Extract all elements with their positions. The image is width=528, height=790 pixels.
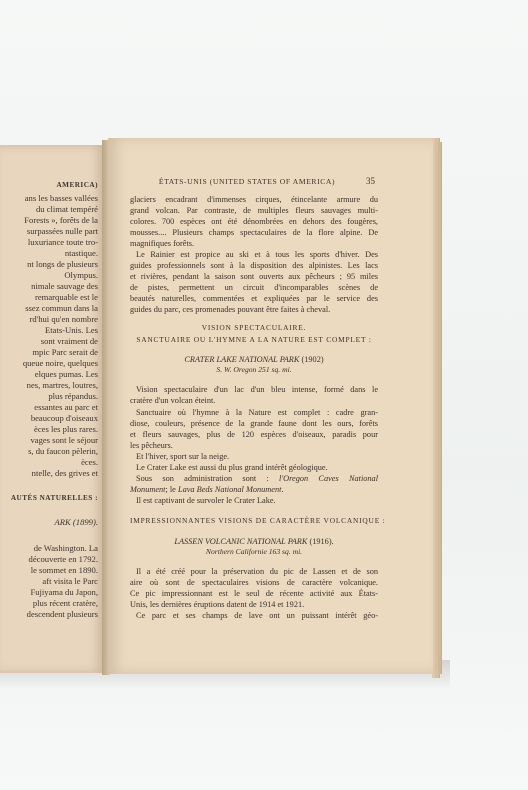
text-line: de pistes, permettent un circuit d'incomparables scènes de [130,283,378,292]
left-page-line: ntelle, des grives et [31,468,98,478]
text-line: les pêcheurs. [130,441,173,450]
left-page-line: découverte en 1792. [28,554,98,564]
left-page-line: ARK (1899). [54,517,98,527]
section-heading: SANCTUAIRE OU L'HYMNE A LA NATURE EST COMPLET : [136,335,372,344]
left-page-line: du climat tempéré [35,204,98,214]
left-page-line: queue noire, quelques [22,358,98,368]
left-page-line: Etats-Unis. Les [45,325,98,335]
text-line: magnifiques forêts. [130,239,195,248]
left-page-line: de Washington. La [33,543,98,553]
text-line: grand volcan. Par contraste, de multiples fleurs sauvages multi- [130,206,378,215]
left-page-line: mpic Parc serait de [32,347,98,357]
text-span: Lava Beds National Monument [177,485,282,494]
text-line: aire où sont de spectaculaires visions de caractère volcanique. [130,578,378,587]
left-page-line: Olympus. [64,270,98,280]
left-page-line: ans les basses vallées [24,193,98,203]
left-page-line: èces. [81,457,98,467]
text-span: . [281,485,284,494]
left-page-line: ntastique. [64,248,98,258]
text-line: Sanctuaire où l'hymne à la Nature est complet : cadre gran- [136,408,378,417]
left-page-line: AUTÉS NATURELLES : [10,494,98,502]
text-line: guides professionnels sont à la disposition des alpinistes. Les lacs [130,261,378,270]
text-span: Monument [130,485,166,494]
page-number: 35 [366,176,375,186]
text-span: l'Oregon Caves National [279,474,379,483]
text-line: cratère d'un volcan éteint. [130,396,216,405]
page-edge [438,142,442,674]
left-page-line: s, du faucon pèlerin, [28,446,98,456]
park-year: (1902) [301,355,324,364]
left-page-line: beaucoup d'oiseaux [30,413,98,423]
text-line: et fleurs sauvages, plus de 120 espèces d'oiseaux, paradis pour [130,430,378,439]
left-page-line: vages sont le séjour [30,435,98,445]
text-line: Le Rainier est propice au ski et à tous les sports d'hiver. Des [136,250,378,259]
left-page-line: le sommet en 1890. [30,565,98,575]
text-line: diose, couleurs, présence de la grande faune dont les ours, forêts [130,419,378,428]
text-line: guides du parc, ces promenades pouvant être faites à cheval. [130,305,331,314]
text-line: Il est captivant de survoler le Crater Lake. [136,496,276,505]
park-name: CRATER LAKE NATIONAL PARK [184,355,300,364]
left-page [0,145,104,673]
left-page-line: aft visita le Parc [42,576,98,586]
left-page-line: Forests », forêts de la [24,215,98,225]
text-line: Il a été créé pour la préservation du pic de Lassen et de son [136,567,378,576]
text-line [130,484,378,495]
left-page-line: plus répandus. [48,391,98,401]
left-page-line: essantes au parc et [34,402,98,412]
right-page [108,138,433,674]
left-page-line: remarquable est le [35,292,98,302]
park-year: (1916). [309,537,334,546]
text-line: colores. 700 espèces ont été dénombrées en dehors des fougères, [130,217,378,226]
left-page-line: descendent plusieurs [26,609,98,619]
park-name: LASSEN VOLCANIC NATIONAL PARK [174,537,308,546]
text-line: Et l'hiver, sport sur la neige. [136,452,230,461]
left-page-line: surpassées nulle part [26,226,98,236]
park-location: S. W. Oregon 251 sq. mi. [216,365,292,374]
text-span: Sous son administration sont : [136,474,269,483]
text-line: et rivières, pendant la saison sont ouverts aux pêcheurs ; 95 miles [130,272,378,281]
left-page-line: AMERICA) [56,181,98,189]
text-span: ; le [165,485,176,494]
text-line: Ce parc et ses champs de lave ont un puissant intérêt géo- [136,611,378,620]
left-page-line: nimale sauvage des [31,281,98,291]
left-page-line: rd'hui qu'en nombre [29,314,98,324]
left-page-line: Fujiyama du Japon, [30,587,98,597]
text-line: Le Crater Lake est aussi du plus grand intérêt géologique. [136,463,328,472]
text-line: beautés naturelles, commentées et expliquées par le service des [130,294,378,303]
text-line: Unis, les dernières éruptions datent de 1914 et 1921. [130,600,305,609]
running-head: ÉTATS-UNIS (UNITED STATES OF AMERICA) [158,177,336,186]
left-page-line: nes, martres, loutres, [26,380,98,390]
left-page-line: sont vraiment de [40,336,98,346]
text-line: Vision spectaculaire d'un lac d'un bleu intense, formé dans le [136,385,378,394]
left-page-line: elques pumas. Les [34,369,98,379]
text-line: glaciers encadrant d'immenses cirques, étincelante armure du [130,195,378,204]
left-page-line: luxuriance toute tro- [27,237,98,247]
left-page-line: èces les plus rares. [34,424,98,434]
text-line: Ce pic impressionnant est le seul de récente activité aux États- [130,589,378,598]
text-line [136,473,378,484]
left-page-line: plus récent cratère, [32,598,98,608]
text-line: mousses.... Plusieurs champs spectaculaires de la flore alpine. De [130,228,378,237]
section-heading: VISION SPECTACULAIRE. [201,323,307,332]
left-page-line: nt longs de plusieurs [27,259,98,269]
section-heading: IMPRESSIONNANTES VISIONS DE CARACTÈRE VOLCANIQUE : [130,516,386,525]
park-location: Northern Californie 163 sq. mi. [205,547,303,556]
left-page-line: ssez commun dans la [25,303,98,313]
